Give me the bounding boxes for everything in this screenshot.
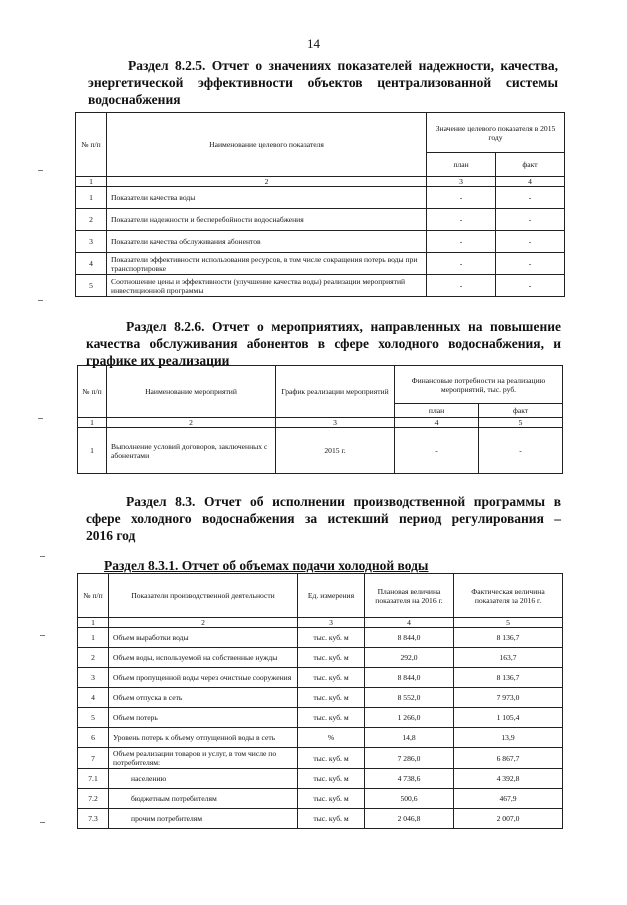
- col-number: 1: [78, 618, 109, 628]
- table-row: [78, 668, 563, 688]
- col-header-fact: факт: [479, 404, 563, 418]
- col-header-fact: факт: [496, 153, 565, 177]
- table-row: [78, 789, 563, 809]
- col-header-value-group: Значение целевого показателя в 2015 году: [427, 113, 565, 153]
- table-row: [76, 231, 565, 253]
- table-row: [78, 708, 563, 728]
- row-unit: тыс. куб. м: [298, 688, 365, 708]
- table-row: [78, 688, 563, 708]
- table-row: [78, 748, 563, 769]
- row-fact: 8 136,7: [454, 668, 563, 688]
- row-name: бюджетным потребителям: [109, 789, 298, 809]
- row-plan: 14,8: [365, 728, 454, 748]
- row-unit: тыс. куб. м: [298, 668, 365, 688]
- col-number: 4: [365, 618, 454, 628]
- col-header-unit: Ед. измерения: [298, 574, 365, 618]
- heading-line: водоснабжения: [88, 92, 181, 107]
- row-num: 7: [78, 748, 109, 769]
- col-header-schedule: График реализации мероприятий: [276, 366, 395, 418]
- table-row: [76, 275, 565, 297]
- row-num: 7.1: [78, 769, 109, 789]
- heading-line: графике их реализации: [86, 353, 230, 368]
- row-name: населению: [109, 769, 298, 789]
- table-831: [77, 573, 563, 829]
- col-number: 4: [395, 418, 479, 428]
- row-name: прочим потребителям: [109, 809, 298, 829]
- row-fact: 6 867,7: [454, 748, 563, 769]
- row-plan: 1 266,0: [365, 708, 454, 728]
- col-number: 4: [496, 177, 565, 187]
- row-num: 6: [78, 728, 109, 748]
- row-plan: 7 286,0: [365, 748, 454, 769]
- row-name: Объем пропущенной воды через очистные сооружения: [109, 668, 298, 688]
- row-num: 5: [78, 708, 109, 728]
- col-header-finance-group: Финансовые потребности на реализацию мероприятий, тыс. руб.: [395, 366, 563, 404]
- row-num: 3: [78, 668, 109, 688]
- margin-mark: [40, 635, 45, 636]
- row-fact: 8 136,7: [454, 628, 563, 648]
- row-plan: -: [427, 231, 496, 253]
- row-name: Показатели качества воды: [107, 187, 427, 209]
- row-unit: тыс. куб. м: [298, 748, 365, 769]
- col-number: 2: [109, 618, 298, 628]
- row-num: 1: [78, 428, 107, 474]
- row-name: Показатели надежности и бесперебойности водоснабжения: [107, 209, 427, 231]
- row-num: 4: [78, 688, 109, 708]
- row-name: Объем реализации товаров и услуг, в том числе по потребителям:: [109, 748, 298, 769]
- col-number: 1: [78, 418, 107, 428]
- row-num: 4: [76, 253, 107, 275]
- col-number: 5: [479, 418, 563, 428]
- row-plan: 500,6: [365, 789, 454, 809]
- row-fact: 7 973,0: [454, 688, 563, 708]
- col-number: 3: [298, 618, 365, 628]
- col-header-num: № п/п: [78, 574, 109, 618]
- margin-mark: [40, 822, 45, 823]
- table-row: [78, 628, 563, 648]
- margin-mark: [38, 300, 43, 301]
- col-number: 3: [427, 177, 496, 187]
- row-plan: -: [427, 275, 496, 297]
- row-fact: 2 007,0: [454, 809, 563, 829]
- section-831-heading: Раздел 8.3.1. Отчет об объемах подачи холодной воды: [104, 558, 429, 573]
- margin-mark: [38, 170, 43, 171]
- row-fact: -: [496, 231, 565, 253]
- table-row: [78, 428, 563, 474]
- row-num: 7.3: [78, 809, 109, 829]
- row-name: Объем воды, используемой на собственные нужды: [109, 648, 298, 668]
- row-num: 5: [76, 275, 107, 297]
- col-number: 1: [76, 177, 107, 187]
- col-header-name: Наименование мероприятий: [107, 366, 276, 418]
- row-name: Показатели качества обслуживания абонентов: [107, 231, 427, 253]
- heading-line: Раздел 8.3. Отчет об исполнении производственной программы в: [126, 494, 561, 509]
- col-number: 2: [107, 177, 427, 187]
- row-num: 1: [76, 187, 107, 209]
- row-unit: тыс. куб. м: [298, 789, 365, 809]
- col-header-name: Показатели производственной деятельности: [109, 574, 298, 618]
- table-row: [78, 728, 563, 748]
- col-header-num: № п/п: [76, 113, 107, 177]
- col-header-name: Наименование целевого показателя: [107, 113, 427, 177]
- row-name: Уровень потерь к объему отпущенной воды в сеть: [109, 728, 298, 748]
- row-fact: -: [496, 209, 565, 231]
- col-header-plan: план: [427, 153, 496, 177]
- page-number: 14: [307, 36, 320, 51]
- col-number: 2: [107, 418, 276, 428]
- col-header-plan: план: [395, 404, 479, 418]
- heading-line: Раздел 8.2.6. Отчет о мероприятиях, направленных на повышение: [126, 319, 561, 334]
- heading-line: 2016 год: [86, 528, 136, 543]
- table-row: [76, 209, 565, 231]
- col-number: 3: [276, 418, 395, 428]
- col-header-plan: Плановая величина показателя на 2016 г.: [365, 574, 454, 618]
- heading-line: энергетической эффективности объектов централизованной системы: [88, 75, 558, 90]
- row-name: Объем потерь: [109, 708, 298, 728]
- row-unit: тыс. куб. м: [298, 809, 365, 829]
- row-plan: -: [427, 209, 496, 231]
- row-name: Объем выработки воды: [109, 628, 298, 648]
- row-name: Показатели эффективности использования ресурсов, в том числе сокращения потерь воды при транспортировке: [107, 253, 427, 275]
- table-825: [75, 112, 565, 297]
- table-row: [76, 253, 565, 275]
- row-num: 2: [76, 209, 107, 231]
- row-unit: тыс. куб. м: [298, 769, 365, 789]
- row-fact: -: [496, 275, 565, 297]
- row-fact: 4 392,8: [454, 769, 563, 789]
- col-number: 5: [454, 618, 563, 628]
- row-name: Соотношение цены и эффективности (улучшение качества воды) реализации мероприятий инвестиционной программы: [107, 275, 427, 297]
- row-num: 7.2: [78, 789, 109, 809]
- section-826-heading: [86, 318, 561, 369]
- heading-line: качества обслуживания абонентов в сфере холодного водоснабжения, и: [86, 336, 561, 351]
- table-row: [78, 769, 563, 789]
- row-fact: -: [496, 187, 565, 209]
- row-fact: -: [496, 253, 565, 275]
- row-unit: тыс. куб. м: [298, 708, 365, 728]
- row-num: 3: [76, 231, 107, 253]
- row-num: 2: [78, 648, 109, 668]
- row-plan: 8 552,0: [365, 688, 454, 708]
- table-row: [76, 187, 565, 209]
- table-826: [77, 365, 563, 474]
- row-unit: тыс. куб. м: [298, 648, 365, 668]
- col-header-fact: Фактическая величина показателя за 2016 г.: [454, 574, 563, 618]
- row-fact: 163,7: [454, 648, 563, 668]
- row-num: 1: [78, 628, 109, 648]
- row-unit: тыс. куб. м: [298, 628, 365, 648]
- row-plan: -: [395, 428, 479, 474]
- row-plan: -: [427, 187, 496, 209]
- row-fact: 467,9: [454, 789, 563, 809]
- row-schedule: 2015 г.: [276, 428, 395, 474]
- row-unit: %: [298, 728, 365, 748]
- row-plan: 8 844,0: [365, 628, 454, 648]
- heading-line: сфере холодного водоснабжения за истекший период регулирования –: [86, 511, 561, 526]
- row-name: Объем отпуска в сеть: [109, 688, 298, 708]
- row-plan: 292,0: [365, 648, 454, 668]
- section-825-heading: [88, 57, 558, 108]
- row-plan: 4 738,6: [365, 769, 454, 789]
- row-fact: 13,9: [454, 728, 563, 748]
- margin-mark: [40, 556, 45, 557]
- row-fact: 1 105,4: [454, 708, 563, 728]
- row-plan: 2 046,8: [365, 809, 454, 829]
- col-header-num: № п/п: [78, 366, 107, 418]
- heading-line: Раздел 8.2.5. Отчет о значениях показателей надежности, качества,: [128, 58, 558, 73]
- table-row: [78, 809, 563, 829]
- table-row: [78, 648, 563, 668]
- row-plan: 8 844,0: [365, 668, 454, 688]
- section-83-heading: [86, 493, 561, 544]
- row-plan: -: [427, 253, 496, 275]
- margin-mark: [38, 418, 43, 419]
- row-fact: -: [479, 428, 563, 474]
- row-name: Выполнение условий договоров, заключенных с абонентами: [107, 428, 276, 474]
